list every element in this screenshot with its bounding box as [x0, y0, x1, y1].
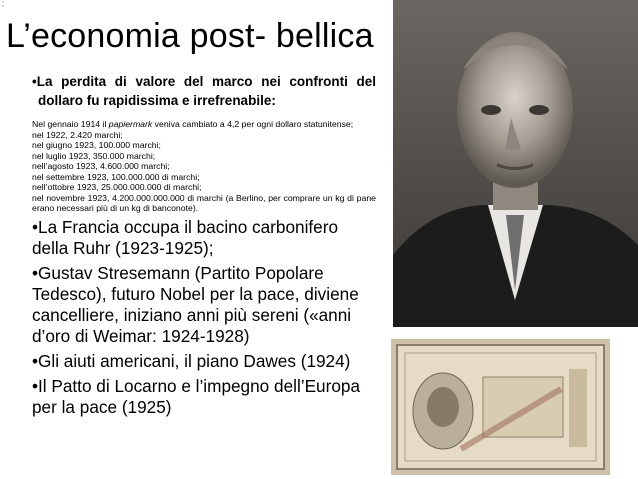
bullet-dawes: •Gli aiuti americani, il piano Dawes (1924): [32, 350, 351, 371]
slide-content: [32, 72, 376, 422]
main-bullets: [32, 217, 376, 418]
banknote-image: [391, 339, 610, 475]
detail-line-first: Nel gennaio 1914 il papiermark veniva cambiato a 4,2 per ogni dollaro statunitense;: [32, 119, 354, 129]
bullet-locarno: •Il Patto di Locarno e l’impegno dell’Europa per la pace (1925): [32, 375, 361, 417]
detail-line: nell’agosto 1923, 4.600.000 marchi;: [32, 161, 170, 171]
papiermark-term: papiermark: [108, 119, 153, 129]
detail-line: nel settembre 1923, 100.000.000 di marchi;: [32, 171, 200, 182]
slide-title: L’economia post- bellica: [6, 17, 374, 55]
detail-line: nel giugno 1923, 100.000 marchi;: [32, 140, 161, 150]
detail-line: nel 1922, 2.420 marchi;: [32, 129, 123, 140]
detail-line: nell’ottobre 1923, 25.000.000.000 di marchi;: [32, 182, 202, 192]
corner-mark: :: [2, 0, 5, 8]
exchange-rate-details: [32, 119, 376, 214]
portrait-photo: [393, 0, 638, 327]
detail-line: nel luglio 1923, 350.000 marchi;: [32, 150, 156, 161]
detail-line-last: nel novembre 1923, 4.200.000.000.000 di marchi (a Berlino, per comprare un kg di pane erano necessari più di un kg di banconote).: [32, 192, 376, 213]
intro-bullet: •La perdita di valore del marco nei confronti del dollaro fu rapidissima e irrefrenabile:: [32, 74, 376, 108]
bullet-ruhr: •La Francia occupa il bacino carbonifero della Ruhr (1923-1925);: [32, 216, 339, 258]
bullet-stresemann: •Gustav Stresemann (Partito Popolare Tedesco), futuro Nobel per la pace, diviene cancelliere, iniziano anni più sereni («anni d’oro di Weimar: 1924-1928): [32, 262, 359, 346]
